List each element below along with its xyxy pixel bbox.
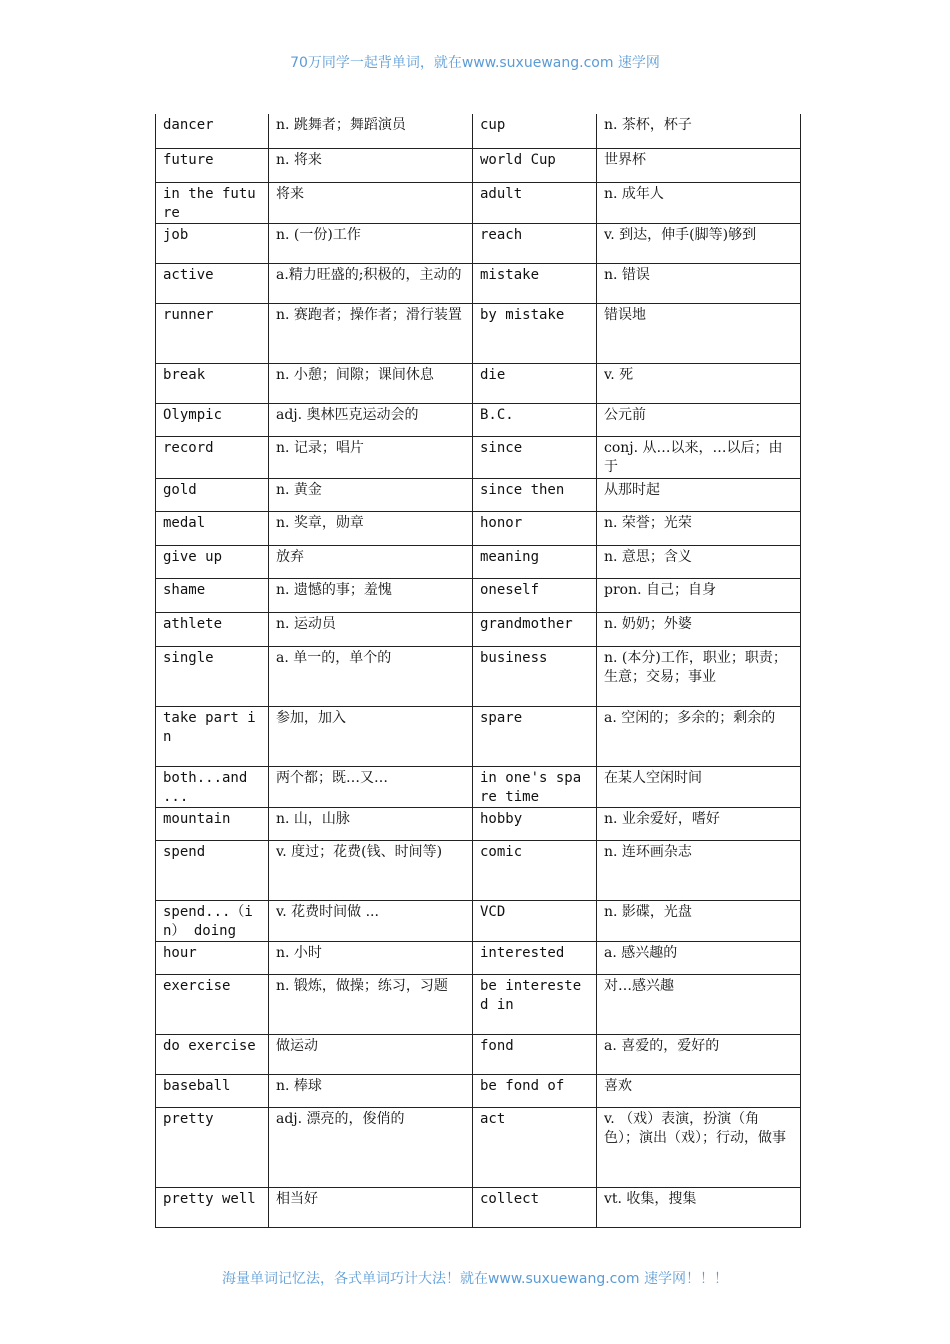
meaning-cell: n. 小时 [269, 941, 473, 974]
table-row [156, 1187, 801, 1227]
word-cell: future [156, 148, 269, 182]
word-cell: single [156, 646, 269, 706]
meaning-cell: n. 奶奶；外婆 [597, 612, 801, 646]
meaning-cell: a. 感兴趣的 [597, 941, 801, 974]
word-cell: since then [473, 478, 597, 511]
table-row [156, 403, 801, 436]
word-cell: in the future [156, 182, 269, 223]
table-row [156, 436, 801, 478]
table-row [156, 706, 801, 766]
word-cell: be interested in [473, 974, 597, 1034]
meaning-cell: n. 意思；含义 [597, 545, 801, 578]
meaning-cell: n. 荣誉；光荣 [597, 511, 801, 545]
meaning-cell: vt. 收集，搜集 [597, 1187, 801, 1227]
table-row [156, 974, 801, 1034]
meaning-cell: n. 茶杯，杯子 [597, 114, 801, 148]
word-cell: meaning [473, 545, 597, 578]
meaning-cell: v. 度过；花费(钱、时间等) [269, 840, 473, 900]
word-cell: baseball [156, 1074, 269, 1107]
meaning-cell: 做运动 [269, 1034, 473, 1074]
table-row [156, 766, 801, 807]
meaning-cell: v. 花费时间做 ... [269, 900, 473, 941]
word-cell: runner [156, 303, 269, 363]
meaning-cell: n. 奖章，勋章 [269, 511, 473, 545]
meaning-cell: n. 锻炼，做操；练习，习题 [269, 974, 473, 1034]
table-row [156, 114, 801, 148]
meaning-cell: 将来 [269, 182, 473, 223]
meaning-cell: 从那时起 [597, 478, 801, 511]
meaning-cell: conj. 从…以来，…以后；由于 [597, 436, 801, 478]
meaning-cell: n. 将来 [269, 148, 473, 182]
word-cell: act [473, 1107, 597, 1187]
word-cell: fond [473, 1034, 597, 1074]
meaning-cell: adj. 奥林匹克运动会的 [269, 403, 473, 436]
meaning-cell: n. 运动员 [269, 612, 473, 646]
table-row [156, 840, 801, 900]
word-cell: since [473, 436, 597, 478]
meaning-cell: a.精力旺盛的;积极的，主动的 [269, 263, 473, 303]
word-cell: spare [473, 706, 597, 766]
word-cell: shame [156, 578, 269, 612]
meaning-cell: n. 棒球 [269, 1074, 473, 1107]
meaning-cell: a. 喜爱的，爱好的 [597, 1034, 801, 1074]
meaning-cell: 对…感兴趣 [597, 974, 801, 1034]
meaning-cell: n. 黄金 [269, 478, 473, 511]
word-cell: reach [473, 223, 597, 263]
meaning-cell: a. 空闲的；多余的；剩余的 [597, 706, 801, 766]
table-row [156, 1074, 801, 1107]
word-cell: interested [473, 941, 597, 974]
word-cell: by mistake [473, 303, 597, 363]
word-cell: dancer [156, 114, 269, 148]
word-cell: give up [156, 545, 269, 578]
meaning-cell: n. 影碟，光盘 [597, 900, 801, 941]
meaning-cell: n. 跳舞者；舞蹈演员 [269, 114, 473, 148]
word-cell: collect [473, 1187, 597, 1227]
word-cell: oneself [473, 578, 597, 612]
table-row [156, 900, 801, 941]
meaning-cell: pron. 自己；自身 [597, 578, 801, 612]
word-cell: grandmother [473, 612, 597, 646]
page-footer: 海量单词记忆法，各式单词巧计大法！就在www.suxuewang.com 速学网！！！ [221, 1271, 729, 1287]
table-row [156, 807, 801, 840]
word-cell: hour [156, 941, 269, 974]
table-row [156, 612, 801, 646]
word-cell: spend...（in） doing [156, 900, 269, 941]
table-row [156, 363, 801, 403]
table-row [156, 1107, 801, 1187]
meaning-cell: n. 山，山脉 [269, 807, 473, 840]
meaning-cell: n. 小憩；间隙；课间休息 [269, 363, 473, 403]
word-cell: VCD [473, 900, 597, 941]
meaning-cell: v. 到达，伸手(脚等)够到 [597, 223, 801, 263]
meaning-cell: 两个都；既…又… [269, 766, 473, 807]
vocabulary-table [155, 114, 801, 1228]
word-cell: gold [156, 478, 269, 511]
word-cell: cup [473, 114, 597, 148]
word-cell: medal [156, 511, 269, 545]
word-cell: job [156, 223, 269, 263]
meaning-cell: 放弃 [269, 545, 473, 578]
word-cell: athlete [156, 612, 269, 646]
word-cell: hobby [473, 807, 597, 840]
meaning-cell: 世界杯 [597, 148, 801, 182]
meaning-cell: n. (一份)工作 [269, 223, 473, 263]
meaning-cell: n. 错误 [597, 263, 801, 303]
page-header: 70万同学一起背单词，就在www.suxuewang.com 速学网 [290, 55, 660, 71]
table-row [156, 646, 801, 706]
word-cell: business [473, 646, 597, 706]
word-cell: active [156, 263, 269, 303]
word-cell: world Cup [473, 148, 597, 182]
table-row [156, 511, 801, 545]
meaning-cell: 相当好 [269, 1187, 473, 1227]
meaning-cell: v. 死 [597, 363, 801, 403]
word-cell: mountain [156, 807, 269, 840]
word-cell: pretty well [156, 1187, 269, 1227]
word-cell: in one's spare time [473, 766, 597, 807]
word-cell: honor [473, 511, 597, 545]
word-cell: exercise [156, 974, 269, 1034]
meaning-cell: n. (本分)工作，职业；职责；生意；交易；事业 [597, 646, 801, 706]
word-cell: spend [156, 840, 269, 900]
meaning-cell: n. 业余爱好，嗜好 [597, 807, 801, 840]
word-cell: record [156, 436, 269, 478]
table-row [156, 182, 801, 223]
meaning-cell: n. 记录；唱片 [269, 436, 473, 478]
table-row [156, 223, 801, 263]
table-row [156, 545, 801, 578]
meaning-cell: n. 遗憾的事；羞愧 [269, 578, 473, 612]
word-cell: comic [473, 840, 597, 900]
meaning-cell: 在某人空闲时间 [597, 766, 801, 807]
meaning-cell: n. 赛跑者；操作者；滑行装置 [269, 303, 473, 363]
table-row [156, 148, 801, 182]
word-cell: mistake [473, 263, 597, 303]
table-row [156, 941, 801, 974]
meaning-cell: n. 成年人 [597, 182, 801, 223]
table-row [156, 478, 801, 511]
word-cell: pretty [156, 1107, 269, 1187]
meaning-cell: n. 连环画杂志 [597, 840, 801, 900]
word-cell: B.C. [473, 403, 597, 436]
meaning-cell: 错误地 [597, 303, 801, 363]
table-row [156, 578, 801, 612]
meaning-cell: a. 单一的，单个的 [269, 646, 473, 706]
table-row [156, 1034, 801, 1074]
word-cell: do exercise [156, 1034, 269, 1074]
word-cell: break [156, 363, 269, 403]
meaning-cell: 参加，加入 [269, 706, 473, 766]
word-cell: both...and ... [156, 766, 269, 807]
meaning-cell: 喜欢 [597, 1074, 801, 1107]
meaning-cell: 公元前 [597, 403, 801, 436]
word-cell: be fond of [473, 1074, 597, 1107]
word-cell: Olympic [156, 403, 269, 436]
word-cell: adult [473, 182, 597, 223]
meaning-cell: adj. 漂亮的，俊俏的 [269, 1107, 473, 1187]
meaning-cell: v. （戏）表演，扮演（角色）；演出（戏）；行动，做事 [597, 1107, 801, 1187]
word-cell: take part in [156, 706, 269, 766]
table-row [156, 303, 801, 363]
word-cell: die [473, 363, 597, 403]
table-row [156, 263, 801, 303]
